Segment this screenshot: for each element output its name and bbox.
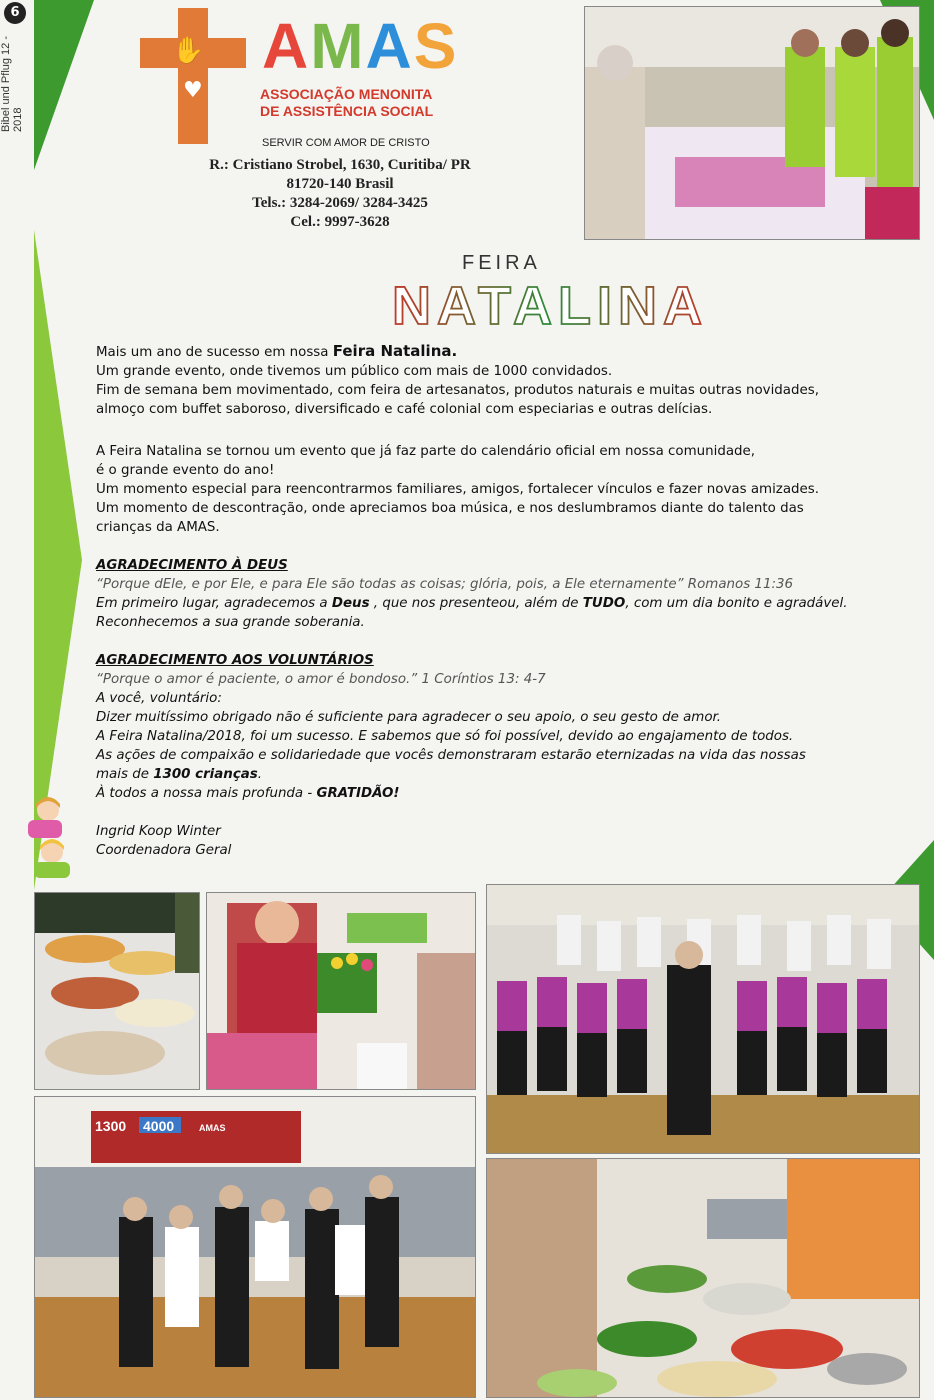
heading-agradecimento-deus: AGRADECIMENTO À DEUS xyxy=(96,558,288,573)
p1-line2: Um grande evento, onde tivemos um público com mais de 1000 convidados. xyxy=(96,364,613,379)
photo-folk-dance xyxy=(34,1096,476,1398)
decor-triangle-left-mid xyxy=(34,230,82,890)
vol-line3: A Feira Natalina/2018, foi um sucesso. E sabemos que só foi possível, devido ao engajamento de todos. xyxy=(96,729,794,744)
p1-line3: Fim de semana bem movimentado, com feira de artesanatos, produtos naturais e muitas outras novidades, xyxy=(96,383,819,398)
heading-agradecimento-voluntarios: AGRADECIMENTO AOS VOLUNTÁRIOS xyxy=(96,653,374,668)
contact-street: R.: Cristiano Strobel, 1630, Curitiba/ PR xyxy=(209,157,471,173)
vol-line2: Dizer muitíssimo obrigado não é suficiente para agradecer o seu apoio, o seu gesto de amor. xyxy=(96,710,722,725)
god-line2: Reconhecemos a sua grande soberania. xyxy=(96,615,365,630)
decor-triangle-top-left xyxy=(34,0,94,170)
photo-choir xyxy=(486,884,920,1154)
vol-line5: mais de 1300 crianças. xyxy=(96,767,263,782)
headline-natalina xyxy=(370,262,730,334)
vol-line4: As ações de compaixão e solidariedade que vocês demonstraram estarão eternizadas na vida das nossas xyxy=(96,748,806,763)
hands-icon: ✋ xyxy=(172,36,205,66)
kids-illustration xyxy=(28,796,78,880)
logo-title: AMAS xyxy=(262,10,459,82)
heart-icon: ♥ xyxy=(183,78,203,103)
photo-buffet xyxy=(486,1158,920,1398)
photo-market-stall xyxy=(584,6,920,240)
photo-cakes-table xyxy=(34,892,200,1090)
contact-block xyxy=(150,156,530,232)
p2-line3: Um momento especial para reencontrarmos familiares, amigos, fortalecer vínculos e fazer novas amizades. xyxy=(96,482,820,497)
svg-text:NATALINA: NATALINA xyxy=(392,276,708,334)
p2-line2: é o grande evento do ano! xyxy=(96,463,275,478)
contact-cell: Cel.: 9997-3628 xyxy=(290,214,390,230)
god-line1: Em primeiro lugar, agradecemos a Deus , que nos presenteou, além de TUDO, com um dia bonito e agradável. xyxy=(96,596,848,611)
contact-postal: 81720-140 Brasil xyxy=(286,176,394,192)
p2-line1: A Feira Natalina se tornou um evento que já faz parte do calendário oficial em nossa comunidade, xyxy=(96,444,756,459)
logo-subtitle: ASSOCIAÇÃO MENONITA DE ASSISTÊNCIA SOCIAL xyxy=(260,86,434,119)
p1-line4: almoço com buffet saboroso, diversificado e café colonial com especiarias e outras delícias. xyxy=(96,402,713,417)
article-body xyxy=(96,342,926,860)
signature-role: Coordenadora Geral xyxy=(96,843,232,858)
contact-phones: Tels.: 3284-2069/ 3284-3425 xyxy=(252,195,428,211)
logo-slogan: SERVIR COM AMOR DE CRISTO xyxy=(262,137,430,149)
magazine-side-label: Bibel und Pflug 12 - 2018 xyxy=(0,35,24,132)
quote-corintios: “Porque o amor é paciente, o amor é bondoso.” 1 Coríntios 13: 4-7 xyxy=(96,672,546,687)
vol-line6: À todos a nossa mais profunda - GRATIDÃO! xyxy=(96,786,400,801)
banner-number-1300: 1300 xyxy=(95,1118,127,1134)
p2-line4: Um momento de descontração, onde apreciamos boa música, e nos deslumbramos diante do talento das xyxy=(96,501,804,516)
vol-line1: A você, voluntário: xyxy=(96,691,222,706)
logo-cross-vertical xyxy=(178,8,208,144)
page-number: 6 xyxy=(4,2,26,24)
photo-flowers-crafts xyxy=(206,892,476,1090)
p1-line1: Mais um ano de sucesso em nossa Feira Natalina. xyxy=(96,342,458,360)
banner-number-4000: 4000 xyxy=(143,1118,175,1134)
signature-name: Ingrid Koop Winter xyxy=(96,824,221,839)
banner-brand: AMAS xyxy=(199,1123,226,1133)
quote-romanos: “Porque dEle, e por Ele, e para Ele são todas as coisas; glória, pois, a Ele eternamente” Romanos 11:36 xyxy=(96,577,794,592)
headline-feira: FEIRA xyxy=(462,252,541,274)
p2-line5: crianças da AMAS. xyxy=(96,520,220,535)
